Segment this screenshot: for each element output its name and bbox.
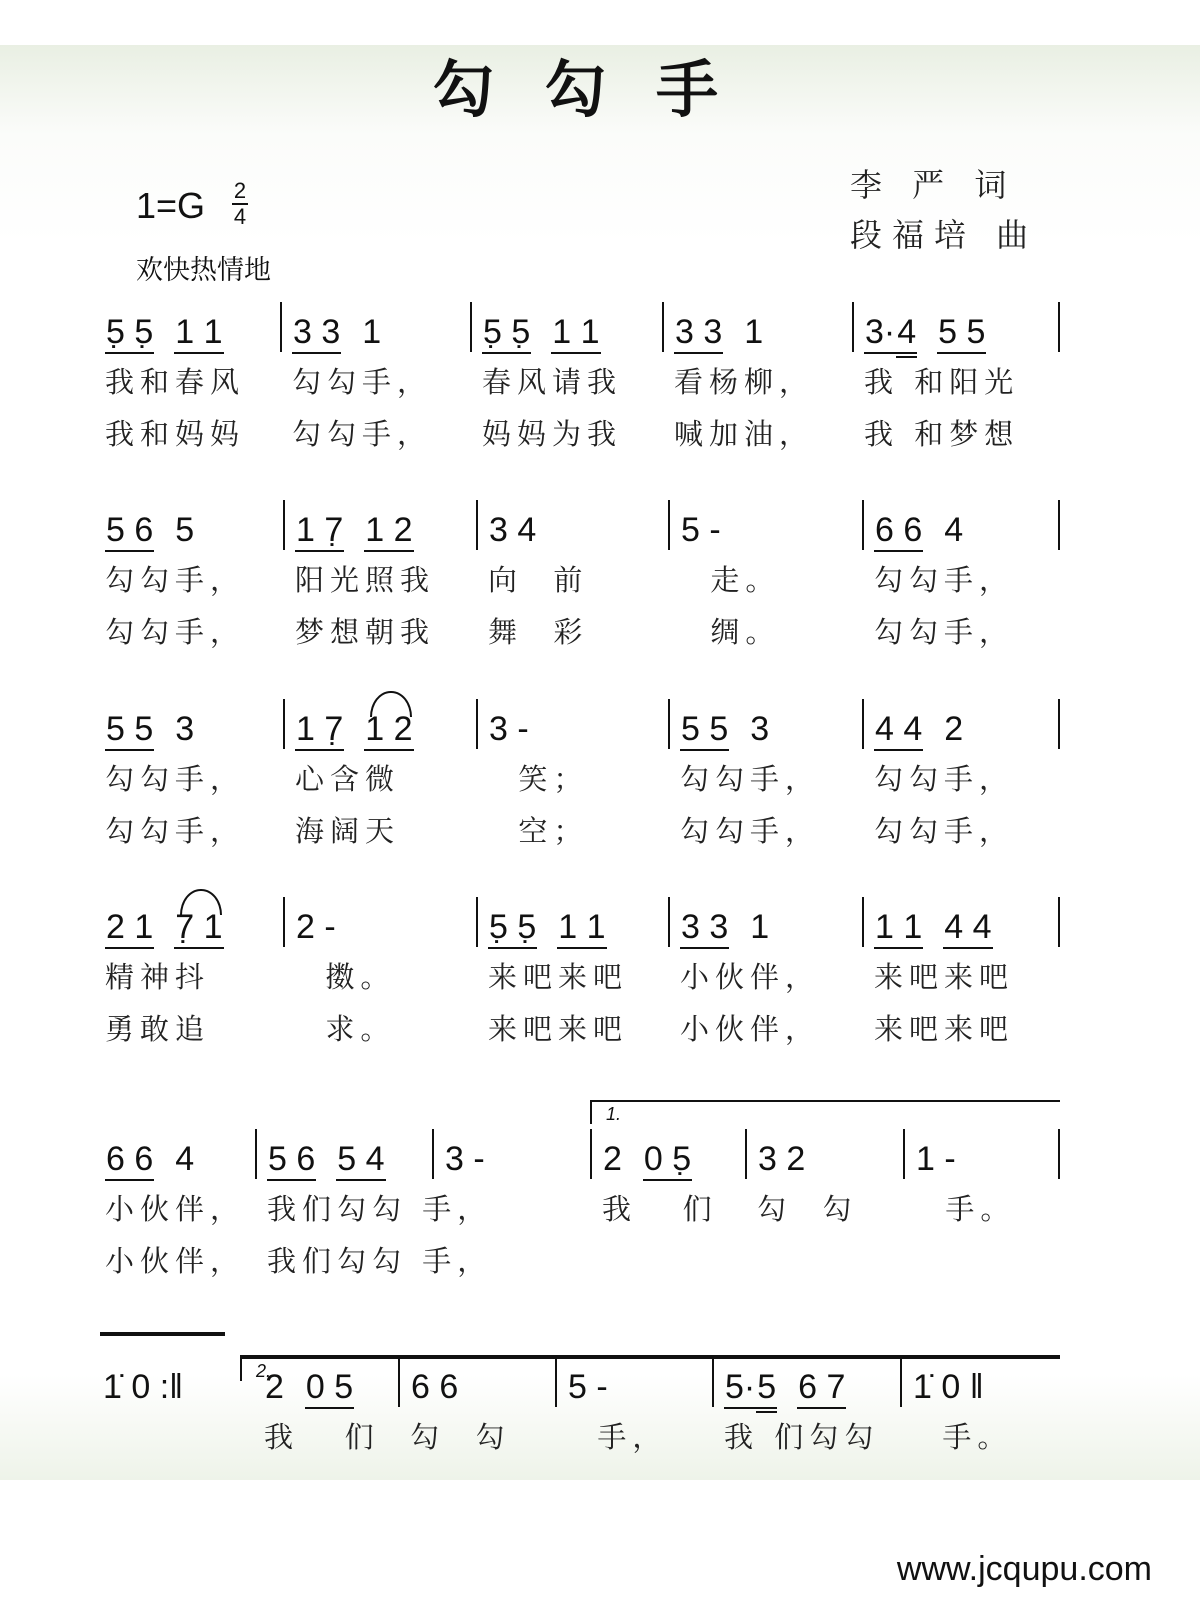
bar-line	[476, 699, 478, 749]
bar-line	[1058, 897, 1060, 947]
measure-notes	[295, 905, 357, 953]
lyric-verse-1: 向 前	[488, 563, 589, 597]
lyric-verse-2: 绸。	[680, 615, 781, 649]
note-group: 3·	[864, 312, 896, 354]
lyric-verse-2: 喊加油，	[674, 417, 815, 451]
lyric-verse-1: 勾勾手，	[874, 762, 1015, 796]
lyric-verse-1: 我 们	[264, 1420, 380, 1454]
measure-notes	[295, 508, 434, 556]
measure	[874, 707, 1058, 857]
measure-notes	[874, 508, 984, 556]
measure	[267, 1137, 493, 1287]
measure	[488, 508, 668, 658]
bar-line	[1058, 302, 1060, 352]
measure	[105, 1137, 255, 1287]
bar-line	[283, 500, 285, 550]
lyric-verse-2: 来吧来吧	[874, 1012, 1015, 1046]
measure-notes	[105, 508, 215, 556]
lyric-verse-2: 小伙伴，	[680, 1012, 821, 1046]
measure	[105, 508, 283, 658]
bar-line	[432, 1129, 434, 1179]
measure	[295, 905, 476, 1055]
measure-notes	[874, 707, 984, 755]
lyric-verse-1: 手，	[567, 1420, 668, 1454]
lyric-verse-1: 小伙伴，	[680, 960, 821, 994]
note-group: 1	[750, 908, 770, 946]
measure	[724, 1365, 900, 1515]
note-group: 5	[175, 511, 195, 549]
bar-line	[668, 897, 670, 947]
lyric-verse-2: 勾勾手，	[874, 615, 1015, 649]
note-group: 1	[744, 313, 764, 351]
note-group: 4 4	[943, 907, 992, 949]
note-group: 5 6	[105, 510, 154, 552]
measure	[105, 707, 283, 857]
score-row	[0, 508, 1200, 668]
measure	[482, 310, 662, 460]
measure-notes	[874, 905, 1013, 953]
measure	[915, 1137, 1058, 1287]
note-group: 3	[175, 710, 195, 748]
note-group: 0 5	[305, 1367, 354, 1409]
note-group: 1 1	[174, 312, 223, 354]
measure	[264, 1365, 398, 1515]
note-group: 5 4	[336, 1139, 385, 1181]
measure-notes	[488, 707, 550, 755]
bar-line	[668, 699, 670, 749]
note-group: 7̣ 1	[174, 907, 223, 949]
meter-bottom: 4	[233, 204, 247, 229]
note-group: 4 4	[874, 709, 923, 751]
score-row	[0, 707, 1200, 867]
bar-line	[862, 500, 864, 550]
note-group: 3	[750, 710, 770, 748]
note-group: 1 7̣	[295, 510, 344, 552]
lyric-verse-2: 空；	[488, 814, 589, 848]
lyricist-credit: 李 严 词	[850, 166, 1017, 204]
measure-notes	[757, 1137, 826, 1185]
measure	[488, 905, 668, 1055]
note-group: 6 7	[797, 1367, 846, 1409]
note-group: 4	[944, 511, 964, 549]
note-group: 2	[944, 710, 964, 748]
measure-notes	[864, 310, 1006, 358]
score-row	[0, 310, 1200, 470]
measure-notes	[915, 1137, 977, 1185]
note-group: 3 3	[674, 312, 723, 354]
measure	[757, 1137, 903, 1287]
measure-notes	[680, 905, 790, 953]
bar-line	[662, 302, 664, 352]
lyric-verse-1: 笑；	[488, 762, 589, 796]
note-group: 5 -	[681, 511, 721, 549]
lyric-verse-1: 勾 勾	[757, 1192, 858, 1226]
lyric-verse-1: 擞。	[295, 960, 396, 994]
lyric-verse-1: 我们勾勾 手，	[267, 1192, 493, 1226]
measure-notes	[267, 1137, 406, 1185]
bar-line	[476, 897, 478, 947]
meter-top: 2	[233, 178, 247, 203]
note-group: 1 2	[364, 510, 413, 552]
note-group: 5̣ 5̣	[105, 312, 154, 354]
lyric-verse-2: 勾勾手，	[874, 814, 1015, 848]
lyric-verse-2: 梦想朝我	[295, 615, 436, 649]
lyric-verse-2: 勾勾手，	[292, 417, 433, 451]
lyric-verse-1: 走。	[680, 563, 781, 597]
lyric-verse-2: 妈妈为我	[482, 417, 623, 451]
lyric-verse-2: 勾勾手，	[105, 814, 246, 848]
note-group: 2	[603, 1140, 622, 1178]
note-group: 5 -	[568, 1368, 608, 1406]
measure-notes	[602, 1137, 712, 1185]
measure	[912, 1365, 1050, 1515]
lyric-verse-2: 海阔天	[295, 814, 401, 848]
measure-notes	[105, 707, 215, 755]
measure-notes	[105, 1137, 215, 1185]
lyric-verse-1: 来吧来吧	[488, 960, 629, 994]
bar-line	[668, 500, 670, 550]
measure	[680, 905, 862, 1055]
measure	[674, 310, 852, 460]
note-group: 4	[896, 312, 917, 358]
volta-continuation	[100, 1332, 225, 1358]
measure-notes	[482, 310, 621, 358]
note-group: 5 5	[105, 709, 154, 751]
measure-notes	[680, 707, 790, 755]
measure	[680, 707, 862, 857]
lyric-verse-1: 手。	[915, 1192, 1016, 1226]
note-group: 6 6	[105, 1139, 154, 1181]
lyric-verse-1: 春风请我	[482, 365, 623, 399]
note-group: 5̣ 5̣	[488, 907, 537, 949]
lyric-verse-1: 精神抖	[105, 960, 211, 994]
score-row	[0, 1365, 1200, 1525]
note-group: 3 4	[489, 511, 537, 549]
note-group: 2 1	[105, 907, 154, 949]
note-group: 6 6	[874, 510, 923, 552]
lyric-verse-1: 看杨柳，	[674, 365, 815, 399]
lyric-verse-1: 我 和阳光	[864, 365, 1020, 399]
score-row	[0, 1137, 1200, 1297]
bar-line	[1058, 1129, 1060, 1179]
bar-line	[470, 302, 472, 352]
lyric-verse-2: 我们勾勾 手，	[267, 1244, 493, 1278]
watermark: www.jcqupu.com	[896, 1550, 1152, 1588]
measure-notes	[295, 707, 434, 755]
note-group: 2	[265, 1368, 284, 1406]
lyric-verse-1: 我 们勾勾	[724, 1420, 880, 1454]
note-group: 3 3	[292, 312, 341, 354]
lyric-verse-1: 手。	[912, 1420, 1013, 1454]
measure	[488, 707, 668, 857]
volta-label: 2.	[256, 1361, 272, 1381]
measure	[874, 508, 1058, 658]
note-group: 1 1	[557, 907, 606, 949]
lyric-verse-2: 来吧来吧	[488, 1012, 629, 1046]
measure	[292, 310, 470, 460]
lyric-verse-1: 小伙伴，	[105, 1192, 246, 1226]
volta-bracket	[590, 1100, 1060, 1124]
note-group: 1 1	[551, 312, 600, 354]
lyric-verse-1: 勾勾手，	[105, 563, 246, 597]
note-group: 1̇ 0 ‖	[913, 1368, 984, 1406]
bar-line	[745, 1129, 747, 1179]
lyric-verse-1: 来吧来吧	[874, 960, 1015, 994]
note-group: 3 -	[489, 710, 529, 748]
time-signature	[232, 180, 248, 228]
bar-line	[1058, 699, 1060, 749]
note-group: 5	[756, 1367, 777, 1413]
note-group: 4	[175, 1140, 195, 1178]
tempo-marking: 欢快热情地	[136, 255, 271, 286]
measure-notes	[674, 310, 784, 358]
lyric-verse-2: 勾勾手，	[105, 615, 246, 649]
note-group: 1 1	[874, 907, 923, 949]
note-group: 3 3	[680, 907, 729, 949]
bar-line	[255, 1129, 257, 1179]
note-group: 1	[362, 313, 382, 351]
measure	[874, 905, 1058, 1055]
lyric-verse-2: 我 和梦想	[864, 417, 1020, 451]
measure-notes	[444, 1137, 506, 1185]
lyric-verse-1: 勾勾手，	[874, 563, 1015, 597]
lyric-verse-1: 勾勾手，	[292, 365, 433, 399]
note-group: 5 6	[267, 1139, 316, 1181]
lyric-verse-1: 阳光照我	[295, 563, 436, 597]
measure	[295, 707, 476, 857]
note-group: 1̇ 0 :‖	[103, 1368, 184, 1406]
measure-notes	[292, 310, 402, 358]
measure	[105, 905, 283, 1055]
measure	[864, 310, 1058, 460]
note-group: 6 6	[411, 1368, 459, 1406]
note-group: 2 -	[296, 908, 336, 946]
note-group: 5̣ 5̣	[482, 312, 531, 354]
bar-line	[903, 1129, 905, 1179]
measure	[602, 1137, 745, 1287]
measure	[444, 1137, 590, 1287]
lyric-verse-1: 勾 勾	[410, 1420, 511, 1454]
measure	[410, 1365, 555, 1515]
measure	[102, 1365, 252, 1515]
lyric-verse-2: 勇敢追	[105, 1012, 211, 1046]
note-group: 0 5̣	[643, 1139, 692, 1181]
measure	[295, 508, 476, 658]
bar-line	[1058, 500, 1060, 550]
volta-bracket	[240, 1355, 1060, 1381]
lyric-verse-2: 我和妈妈	[105, 417, 246, 451]
composer-credit: 段福培 曲	[850, 216, 1039, 254]
lyric-verse-1: 我 们	[602, 1192, 718, 1226]
measure-notes	[105, 905, 244, 953]
lyric-verse-2: 小伙伴，	[105, 1244, 246, 1278]
lyric-verse-2: 勾勾手，	[680, 814, 821, 848]
note-group: 1 -	[916, 1140, 956, 1178]
lyric-verse-2: 求。	[295, 1012, 396, 1046]
key-signature: 1=G	[136, 185, 206, 226]
measure-notes	[488, 508, 557, 556]
measure	[105, 310, 280, 460]
note-group: 3 2	[758, 1140, 806, 1178]
lyric-verse-1: 勾勾手，	[105, 762, 246, 796]
volta-label: 1.	[606, 1104, 622, 1124]
lyric-verse-1: 我和春风	[105, 365, 246, 399]
measure-notes	[488, 905, 627, 953]
bar-line	[280, 302, 282, 352]
bar-line	[590, 1129, 592, 1179]
lyric-verse-1: 勾勾手，	[680, 762, 821, 796]
note-group: 1 7̣	[295, 709, 344, 751]
measure	[680, 508, 862, 658]
bar-line	[862, 699, 864, 749]
note-group: 5 5	[937, 312, 986, 354]
bar-line	[283, 897, 285, 947]
note-group: 1 2	[364, 709, 413, 751]
score-row	[0, 905, 1200, 1065]
bar-line	[476, 500, 478, 550]
bar-line	[862, 897, 864, 947]
measure-notes	[680, 508, 742, 556]
song-title: 勾勾手	[431, 53, 768, 126]
lyric-verse-1: 心含微	[295, 762, 401, 796]
measure-notes	[102, 1365, 204, 1413]
note-group: 3 -	[445, 1140, 485, 1178]
note-group: 5·	[724, 1367, 756, 1409]
note-group: 5 5	[680, 709, 729, 751]
lyric-verse-2: 舞 彩	[488, 615, 589, 649]
measure-notes	[105, 310, 244, 358]
bar-line	[283, 699, 285, 749]
bar-line	[852, 302, 854, 352]
measure	[567, 1365, 712, 1515]
